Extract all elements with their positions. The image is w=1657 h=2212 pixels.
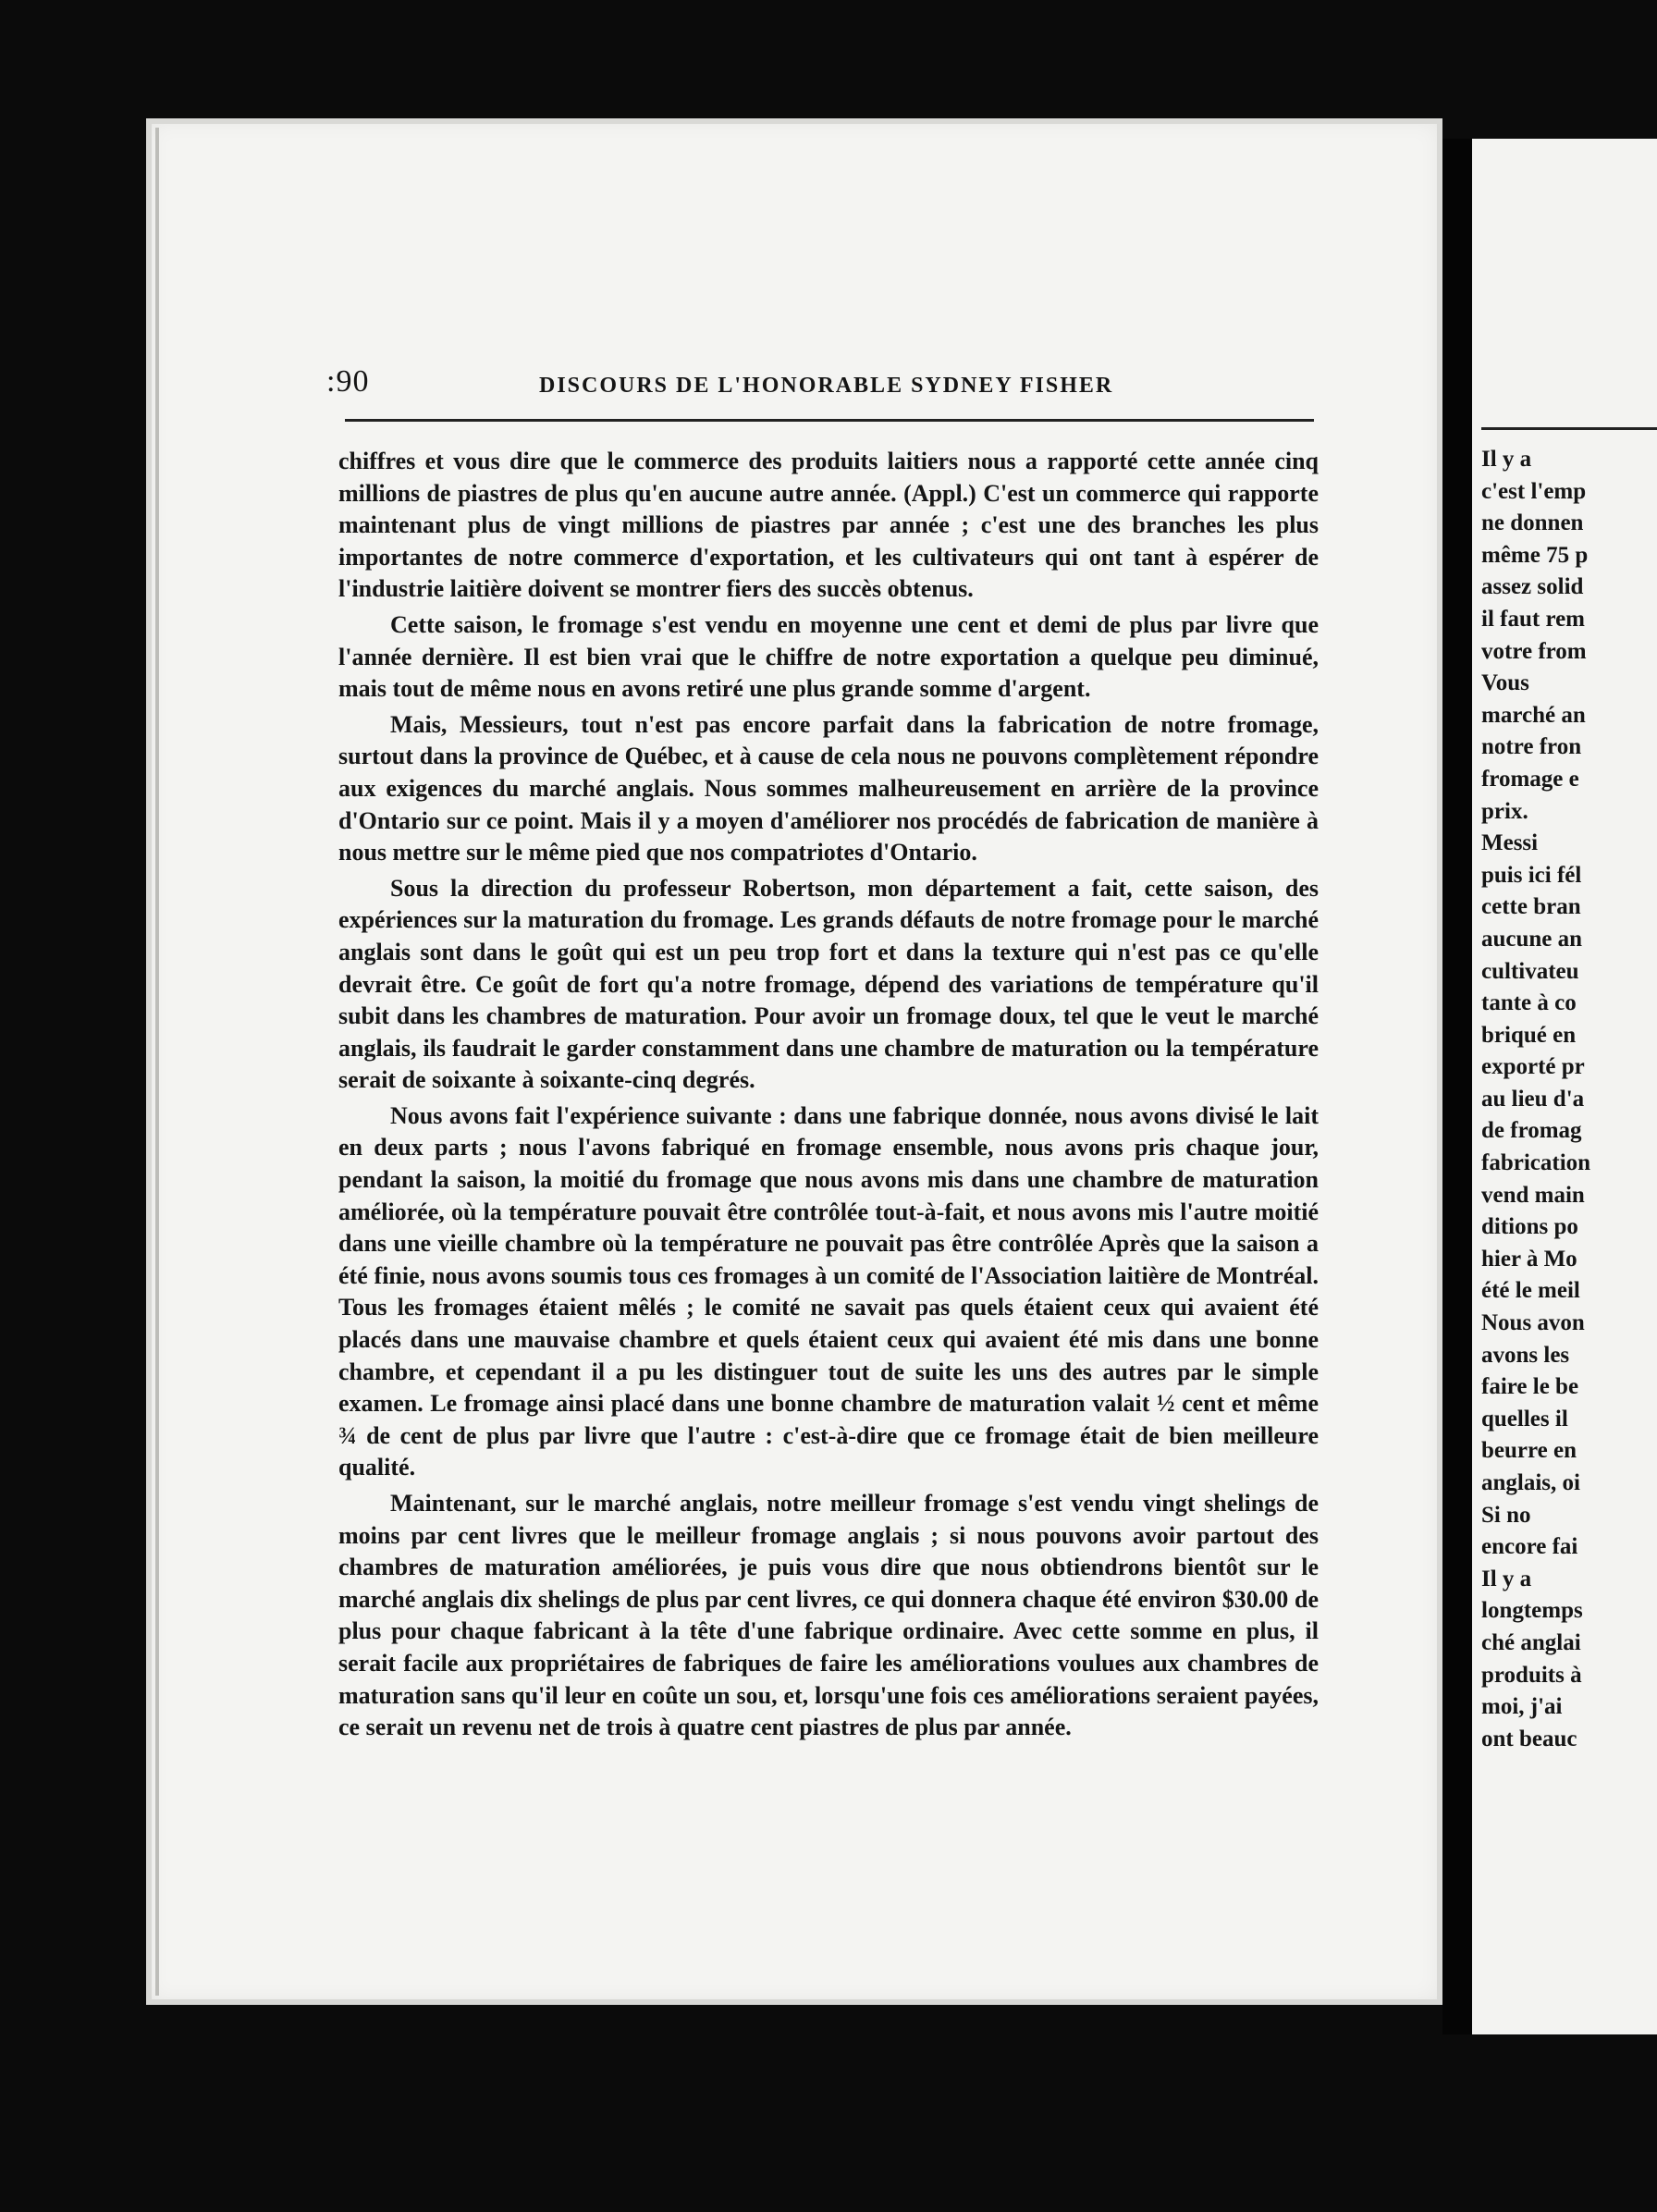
right-page-line: aucune an <box>1481 926 1583 952</box>
right-page-line: Nous avon <box>1481 1310 1585 1336</box>
right-page-line: faire le be <box>1481 1374 1579 1400</box>
paragraph: Maintenant, sur le marché anglais, notre meilleur fromage s'est vendu vingt shelings de moins par cent livres que le meilleur fromage anglais ; si nous pouvons avoir partout des chambres de maturation améliorées, je puis vous dire que nous obtiendrons bientôt sur le marché anglais dix shelings de plus par cent livres, ce qui donnera chaque été environ $30.00 de plus pour chaque fabricant à la tête d'une fabrique ordinaire. Avec cette somme en plus, il serait facile aux propriétaires de fabriques de faire les améliorations voulues aux chambres de maturation sans qu'il leur en coûte un sou, et, lorsqu'une fois ces améliorations seraient payées, ce serait un revenu net de trois à quatre cent piastres de plus par année. <box>338 1490 1319 1741</box>
page-number: :90 <box>326 364 370 399</box>
right-page-line: ont beauc <box>1481 1726 1577 1751</box>
right-page-line: moi, j'ai <box>1481 1694 1563 1720</box>
right-page-line: il faut rem <box>1481 606 1586 632</box>
right-page-line: briqué en <box>1481 1022 1577 1048</box>
right-page-line: beurre en <box>1481 1438 1577 1464</box>
right-page-line: marché an <box>1481 702 1586 728</box>
paragraph: chiffres et vous dire que le commerce des produits laitiers nous a rapporté cette année cinq millions de piastres de plus qu'en aucune autre année. (Appl.) C'est un commerce qui rapporte maintenant plus de vingt millions de piastres par année ; c'est une des branches les plus importantes de notre commerce d'exportation, et les cultivateurs qui ont tant à espérer de l'industrie laitière doivent se montrer fiers des succès obtenus. <box>338 448 1319 603</box>
right-page-line: Si no <box>1481 1502 1531 1528</box>
right-page-line: même 75 p <box>1481 542 1589 568</box>
header-rule <box>345 419 1314 422</box>
right-page-line: cette bran <box>1481 894 1581 920</box>
right-page-line: ne donnen <box>1481 510 1584 536</box>
book-gutter <box>1442 139 1472 2034</box>
right-page-line: fromage e <box>1481 766 1579 792</box>
paragraph: Nous avons fait l'expérience suivante : dans une fabrique donnée, nous avons divisé le lait en deux parts ; nous l'avons fabriqué en fromage ensemble, nous avons pris chaque jour, pendant la saison, la moitié du fromage que nous avons mis dans une chambre de maturation améliorée, où la température pouvait être contrôlée tout-à-fait, et nous avons mis l'autre moitié dans une vieille chambre où la température ne pouvait pas être contrôlée Après que la saison a été finie, nous avons soumis tous ces fromages à un comité de l'Association laitière de Montréal. Tous les fromages étaient mêlés ; le comité ne savait pas quels étaient ceux qui avaient été placés dans une mauvaise chambre et quels étaient ceux qui avaient été mis dans une bonne chambre, et cependant il a pu les distinguer tout de suite les uns des autres par le simple examen. Le fromage ainsi placé dans une bonne chambre de maturation valait ½ cent et même ¾ de cent de plus par livre que l'autre : c'est-à-dire que ce fromage était de bien meilleure qualité. <box>338 1101 1319 1481</box>
page-header <box>326 364 1318 401</box>
right-page-line: Messi <box>1481 830 1539 856</box>
right-page-line: été le meil <box>1481 1278 1580 1304</box>
right-page-line: fabrication <box>1481 1150 1591 1176</box>
right-page-line: anglais, oi <box>1481 1470 1580 1495</box>
right-page-line: votre from <box>1481 638 1587 664</box>
right-page-line: Il y a <box>1481 447 1532 472</box>
right-page-line: tante à co <box>1481 990 1577 1016</box>
right-page-line: produits à <box>1481 1662 1582 1688</box>
right-page-line: ditions po <box>1481 1214 1578 1240</box>
right-header-rule <box>1481 427 1657 430</box>
running-head: DISCOURS DE L'HONORABLE SYDNEY FISHER <box>539 374 1114 398</box>
paragraph: Sous la direction du professeur Robertson, mon département a fait, cette saison, des expériences sur la maturation du fromage. Les grands défauts de notre fromage pour le marché anglais sont dans le goût qui est un peu trop fort et dans la texture qui n'est pas ce qu'elle devrait être. Ce goût de fort qu'a notre fromage, dépend des variations de température qu'il subit dans les chambres de maturation. Pour avoir un fromage doux, tel que le veut le marché anglais, ils faudrait le garder constamment dans une chambre de maturation ou la température serait de soixante à soixante-cinq degrés. <box>338 874 1319 1094</box>
right-page-line: puis ici fél <box>1481 862 1582 888</box>
paragraph: Mais, Messieurs, tout n'est pas encore parfait dans la fabrication de notre fromage, surtout dans la province de Québec, et à cause de cela nous ne pouvons complètement répondre aux exigences du marché anglais. Nous sommes malheureusement en arrière de la province d'Ontario sur ce point. Mais il y a moyen d'améliorer nos procédés de fabrication de manière à nous mettre sur le même pied que nos compatriotes d'Ontario. <box>338 710 1319 866</box>
right-page-line: au lieu d'a <box>1481 1086 1585 1112</box>
right-page-line: avons les <box>1481 1342 1570 1368</box>
paragraph: Cette saison, le fromage s'est vendu en moyenne une cent et demi de plus par livre que l'année dernière. Il est bien vrai que le chiffre de notre exportation a quelque peu diminué, mais tout de même nous en avons retiré une plus grande somme d'argent. <box>338 610 1319 703</box>
right-page-line: longtemps <box>1481 1598 1583 1624</box>
right-page-line: assez solid <box>1481 574 1584 600</box>
right-page-line: quelles il <box>1481 1406 1568 1432</box>
right-page-line: cultivateu <box>1481 958 1579 984</box>
right-page-line: c'est l'emp <box>1481 478 1587 504</box>
body-text <box>338 446 1319 1748</box>
right-page-line: ché anglai <box>1481 1629 1581 1655</box>
right-page-fragment <box>1472 139 1657 2034</box>
right-page-line: prix. <box>1481 798 1528 824</box>
right-page-line: vend main <box>1481 1182 1585 1208</box>
right-page-line: encore fai <box>1481 1534 1578 1560</box>
right-page-line: Il y a <box>1481 1566 1532 1591</box>
right-page-lines <box>1481 444 1657 1755</box>
right-page-line: de fromag <box>1481 1118 1582 1144</box>
right-page-line: exporté pr <box>1481 1054 1585 1080</box>
right-page-line: Vous <box>1481 670 1529 696</box>
right-page-line: notre fron <box>1481 734 1582 760</box>
right-page-line: hier à Mo <box>1481 1246 1577 1272</box>
